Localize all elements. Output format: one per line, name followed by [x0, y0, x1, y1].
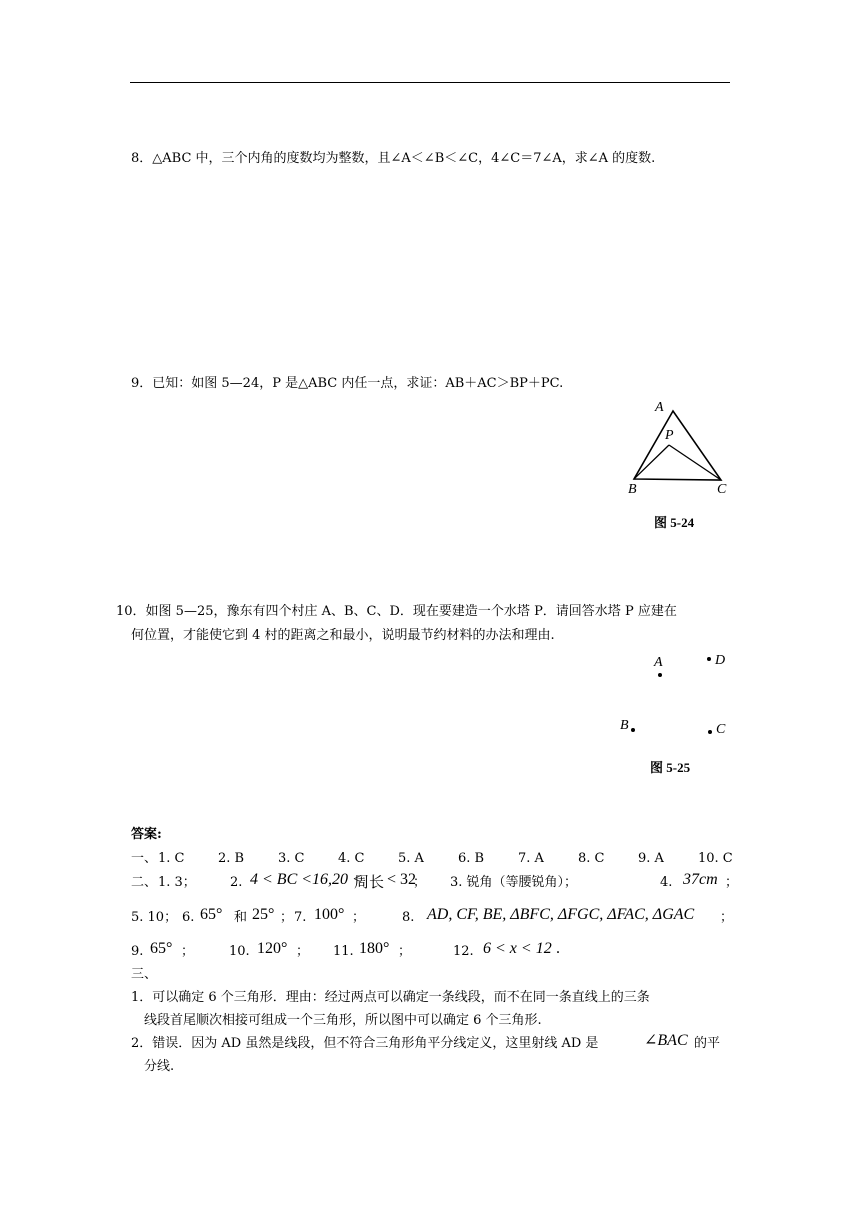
answers-p2-5: 5. 10； [131, 910, 178, 925]
fig525-point-b [631, 728, 635, 732]
answers-part2-label: 二、 [131, 875, 158, 890]
fig524-label-b: B [628, 482, 637, 497]
answers-p2-11-sep: ； [398, 944, 412, 959]
question-10-line-1: 10．如图 5—25，豫东有四个村庄 A、B、C、D．现在要建造一个水塔 P．请回答水塔 P 应建在 [116, 604, 677, 619]
answers-p2-10-math: 120° [257, 940, 288, 957]
answers-p3-2-line-2: 分线. [144, 1059, 175, 1074]
fig525-label-a: A [654, 655, 663, 670]
fig524-label-a: A [655, 400, 664, 415]
answers-p2-7-num: 7. [294, 910, 307, 925]
answers-p2-8-num: 8. [402, 910, 415, 925]
answers-part1-item: 5. A [398, 851, 424, 866]
answers-p2-10-num: 10. [229, 944, 250, 959]
answers-p2-7-sep: ； [352, 910, 366, 925]
answers-p2-4-math: 37cm [683, 871, 718, 888]
answers-p2-2-num: 2. [230, 875, 243, 890]
answers-p2-6-b: 25° [252, 906, 275, 923]
question-10-line-2: 何位置，才能使它到 4 村的距离之和最小，说明最节约材料的办法和理由. [131, 628, 555, 643]
answers-p2-12-end: . [556, 940, 560, 957]
fig524-label-c: C [717, 482, 727, 497]
answers-part3-label: 三、 [131, 967, 158, 982]
fig525-label-b: B [620, 718, 629, 733]
fig525-caption: 图 5-25 [650, 760, 691, 775]
answers-p2-4-sep: ； [725, 875, 739, 890]
answers-part1-item: 10. C [698, 851, 733, 866]
question-9: 9．已知：如图 5—24，P 是△ABC 内任一点，求证：AB＋AC＞BP＋PC. [131, 376, 564, 391]
answers-p3-1-line-1: 1．可以确定 6 个三角形．理由：经过两点可以确定一条线段，而不在同一条直线上的三条 [131, 990, 650, 1005]
answers-p2-9-num: 9. [131, 944, 144, 959]
answers-p3-2-math: ∠BAC [644, 1032, 688, 1049]
fig524-caption: 图 5-24 [654, 515, 695, 530]
answers-p3-1-line-2: 线段首尾顺次相接可组成一个三角形，所以图中可以确定 6 个三角形. [144, 1013, 542, 1028]
answers-p2-9-math: 65° [150, 940, 173, 957]
answers-p2-11-math: 180° [359, 940, 390, 957]
answers-p2-6-a: 65° [200, 906, 223, 923]
answers-p2-8-sep: ； [720, 910, 734, 925]
fig525-label-c: C [716, 722, 726, 737]
answers-p2-2-word: 周长 [354, 873, 385, 891]
answers-p3-2-line-1-end: 的平 [694, 1036, 721, 1051]
answers-part1-item: 7. A [518, 851, 544, 866]
answers-part1-item: 2. B [218, 851, 245, 866]
answers-p2-8-math: AD, CF, BE, ΔBFC, ΔFGC, ΔFAC, ΔGAC [427, 906, 695, 923]
answers-p2-10-sep: ； [296, 944, 310, 959]
fig524-label-p: P [665, 428, 674, 443]
answers-p2-6-sep: ； [280, 910, 294, 925]
answers-p2-12-num: 12. [453, 944, 474, 959]
answers-p2-1: 1. 3； [158, 875, 196, 890]
answers-p2-6-num: 6. [182, 910, 195, 925]
figure-5-24 [618, 395, 748, 535]
answers-heading: 答案: [131, 827, 162, 842]
answers-p2-7-math: 100° [314, 906, 345, 923]
figure-5-25 [610, 645, 740, 780]
answers-p3-2-line-1: 2．错误．因为 AD 虽然是线段，但不符合三角形角平分线定义，这里射线 AD 是 [131, 1036, 599, 1051]
fig525-point-c [708, 730, 712, 734]
answers-part1-item: 9. A [638, 851, 664, 866]
answers-p2-6-and: 和 [234, 910, 248, 925]
answers-part1-item: 8. C [578, 851, 605, 866]
answers-p2-12-math: 6 < x < 12 [483, 940, 552, 957]
answers-p2-11-num: 11. [333, 944, 354, 959]
answers-p2-2-math: 4 < BC <16,20 < [250, 871, 363, 888]
answers-part1-item: 3. C [278, 851, 305, 866]
header-rule [130, 82, 730, 83]
question-8: 8．△ABC 中，三个内角的度数均为整数，且∠A＜∠B＜∠C，4∠C＝7∠A，求∠A 的度数. [131, 151, 656, 166]
answers-p2-2-sep: ； [413, 875, 427, 890]
fig525-point-d [707, 657, 711, 661]
answers-part1-item: 1. C [158, 851, 185, 866]
answers-part1-item: 4. C [338, 851, 365, 866]
fig525-label-d: D [715, 653, 726, 668]
answers-part1-label: 一、 [131, 851, 158, 866]
answers-p2-3: 3. 锐角（等腰锐角）； [450, 875, 578, 890]
answers-part1-item: 6. B [458, 851, 485, 866]
answers-p2-4-num: 4. [660, 875, 673, 890]
fig525-point-a [658, 673, 662, 677]
answers-p2-9-sep: ； [181, 944, 195, 959]
answers-p2-2-end: < 32 [387, 871, 417, 888]
